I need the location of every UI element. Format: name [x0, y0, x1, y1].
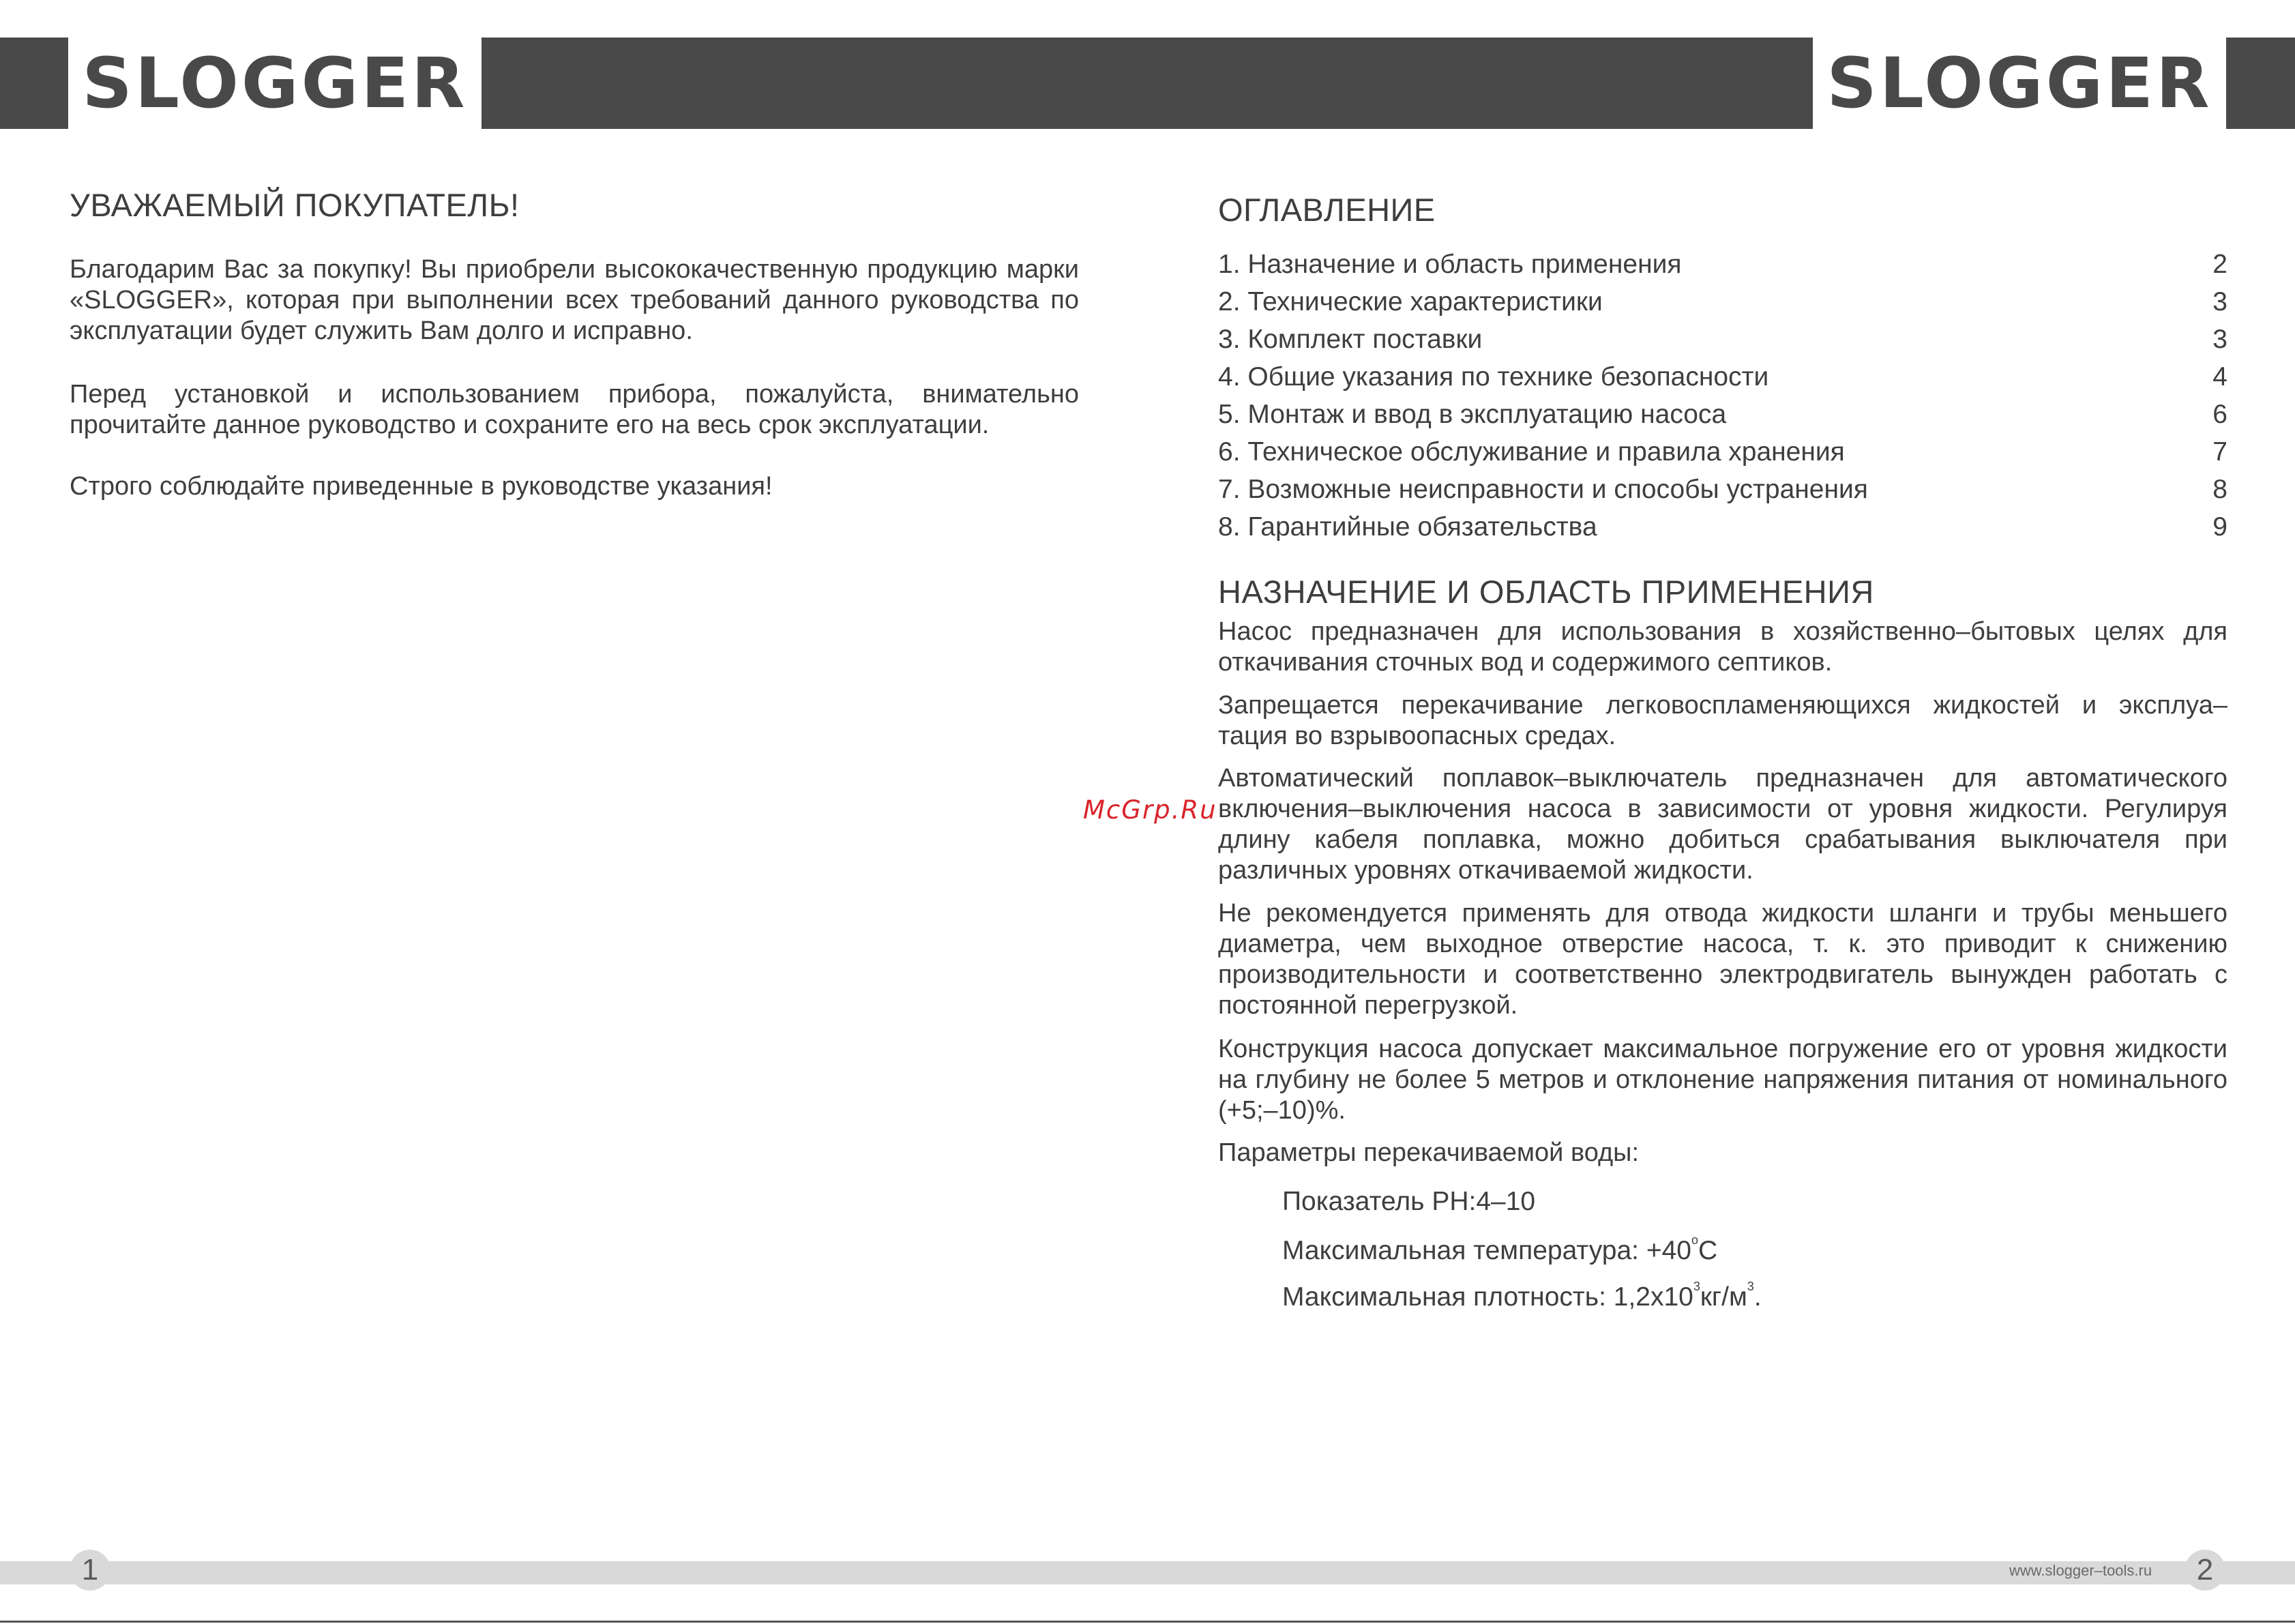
section-paragraph-6: Параметры перекачиваемой воды: [1218, 1138, 1640, 1167]
param-max-density [1282, 1280, 1762, 1312]
exponent-sup: 3 [1693, 1280, 1700, 1293]
toc-item-label: 1. Назначение и область применения [1218, 250, 1682, 279]
section-paragraph-1: Насос предназначен для использования в хозяйственно–бытовых целях для откачивания сточных вод и содержимого септиков. [1218, 617, 2227, 677]
toc-item-page: 3 [2212, 287, 2227, 316]
toc-title: ОГЛАВЛЕНИЕ [1218, 192, 1436, 228]
toc-item-page: 7 [2212, 437, 2227, 467]
table-of-contents [1218, 246, 2227, 546]
param-density-period: . [1753, 1282, 1762, 1312]
section-paragraph-5: Конструкция насоса допускает максимальное погружение его от уровня жидкости на глубину не более 5 метров и отклонение напряжения питания от номинального (+5;–10)%. [1218, 1035, 2227, 1125]
toc-item[interactable] [1218, 283, 2227, 321]
watermark: McGrp.Ru [1083, 795, 1217, 825]
toc-item-label: 4. Общие указания по технике безопасности [1218, 362, 1769, 392]
toc-item[interactable] [1218, 471, 2227, 508]
toc-item[interactable] [1218, 508, 2227, 546]
slogger-logo-left: SLOGGER [68, 38, 482, 129]
toc-item-label: 8. Гарантийные обязательства [1218, 512, 1597, 542]
bottom-rule [0, 1621, 2295, 1623]
section-paragraph-4: Не рекомендуется применять для отвода жидкости шланги и трубы меньшего диаметра, чем выходное отверстие насоса, т. к. это приводит к снижению производительности и соответственно электродвигатель вынужден работать с постоянной перегрузкой. [1218, 899, 2227, 1020]
section-paragraph-3: Автоматический поплавок–выключатель предназначен для автоматического включения–выключения насоса в зависимости от уровня жидкости. Регулируя длину кабеля поплавка, можно добиться срабатывания выключателя при различных уровнях откачиваемой жидкости. [1218, 764, 2227, 885]
toc-item[interactable] [1218, 321, 2227, 358]
greeting-title: УВАЖАЕМЫЙ ПОКУПАТЕЛЬ! [70, 187, 520, 223]
toc-item-label: 3. Комплект поставки [1218, 325, 1483, 354]
toc-item-page: 2 [2212, 250, 2227, 279]
toc-item-label: 6. Техническое обслуживание и правила хранения [1218, 437, 1845, 467]
param-ph: Показатель PH:4–10 [1282, 1187, 1536, 1216]
toc-item-label: 2. Технические характеристики [1218, 287, 1603, 316]
param-density-text: Максимальная плотность: 1,2х10 [1282, 1282, 1693, 1312]
section-title: НАЗНАЧЕНИЕ И ОБЛАСТЬ ПРИМЕНЕНИЯ [1218, 574, 1874, 610]
header-band-right [2226, 38, 2295, 129]
toc-item-page: 3 [2212, 325, 2227, 354]
toc-item[interactable] [1218, 433, 2227, 471]
page-number-left: 1 [70, 1550, 110, 1591]
slogger-logo-right: SLOGGER [1813, 38, 2226, 129]
page-number-right: 2 [2185, 1550, 2225, 1591]
toc-item[interactable] [1218, 246, 2227, 283]
website-link[interactable]: www.slogger–tools.ru [2009, 1562, 2152, 1579]
toc-item[interactable] [1218, 358, 2227, 396]
header-band-middle [482, 38, 1813, 129]
footer-bar [0, 1561, 2295, 1584]
section-paragraph-2: Запрещается перекачивание легковоспламеняющихся жидкостей и эксплуа– тация во взрывоопасных средах. [1218, 691, 2227, 750]
toc-item-label: 7. Возможные неисправности и способы устранения [1218, 475, 1868, 504]
degree-sup: о [1691, 1233, 1699, 1247]
param-max-temperature [1282, 1233, 1717, 1266]
header-band-left [0, 38, 68, 129]
param-density-unit: кг/м [1700, 1282, 1747, 1312]
intro-paragraph-3: Строго соблюдайте приведенные в руководстве указания! [70, 472, 773, 501]
param-temp-unit: C [1698, 1236, 1718, 1265]
toc-item-page: 9 [2212, 512, 2227, 542]
toc-item[interactable] [1218, 396, 2227, 433]
unit-exponent-sup: 3 [1747, 1280, 1754, 1293]
intro-paragraph-1: Благодарим Вас за покупку! Вы приобрели высококачественную продукцию марки «SLOGGER», которая при выполнении всех требований данного руководства по эксплуатации будет служить Вам долго и исправно. [70, 255, 1079, 345]
intro-paragraph-2: Перед установкой и использованием прибора, пожалуйста, внимательно прочитайте данное руководство и сохраните его на весь срок эксплуатации. [70, 380, 1079, 439]
toc-item-page: 8 [2212, 475, 2227, 504]
toc-item-page: 4 [2212, 362, 2227, 392]
toc-item-label: 5. Монтаж и ввод в эксплуатацию насоса [1218, 400, 1727, 429]
toc-item-page: 6 [2212, 400, 2227, 429]
param-temp-text: Максимальная температура: +40 [1282, 1236, 1691, 1265]
